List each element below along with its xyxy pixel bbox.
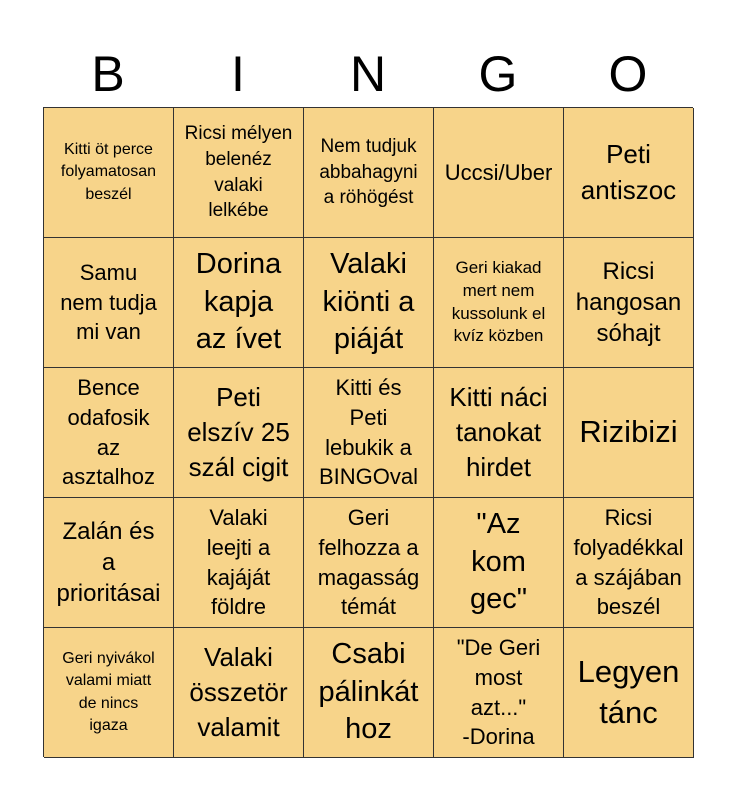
cell-text: Dorina kapja az ívet bbox=[195, 247, 282, 356]
cell-text: Samu nem tudja mi van bbox=[60, 259, 157, 345]
cell-text: Peti antiszoc bbox=[580, 139, 677, 205]
cell-text: Valaki kiönti a piáját bbox=[322, 247, 415, 356]
bingo-cell[interactable] bbox=[44, 368, 174, 498]
bingo-cell[interactable] bbox=[304, 238, 434, 368]
bingo-cell[interactable] bbox=[44, 628, 174, 758]
bingo-cell[interactable] bbox=[564, 498, 694, 628]
cell-text: Ricsi hangosan sóhajt bbox=[575, 257, 682, 348]
bingo-cell[interactable] bbox=[304, 368, 434, 498]
cell-text: Kitti és Peti lebukik a BINGOval bbox=[318, 375, 419, 490]
bingo-cell[interactable] bbox=[174, 108, 304, 238]
bingo-cell[interactable] bbox=[304, 498, 434, 628]
cell-text: Ricsi mélyen belenéz valaki lelkébe bbox=[184, 123, 293, 222]
cell-text: Valaki összetör valamit bbox=[189, 641, 288, 743]
bingo-cell[interactable] bbox=[44, 498, 174, 628]
bingo-cell[interactable] bbox=[44, 238, 174, 368]
cell-text: Kitti náci tanokat hirdet bbox=[449, 381, 548, 483]
cell-text: Peti elszív 25 szál cigit bbox=[187, 381, 290, 483]
header-letter-n: N bbox=[349, 46, 387, 102]
bingo-cell[interactable] bbox=[434, 628, 564, 758]
cell-text: Legyen tánc bbox=[577, 654, 680, 730]
header-letter-i: I bbox=[231, 46, 245, 102]
cell-text: Ricsi folyadékkal a szájában beszél bbox=[573, 505, 684, 620]
cell-text: "Az kom gec" bbox=[469, 507, 528, 616]
bingo-cell[interactable] bbox=[434, 368, 564, 498]
cell-text: Kitti öt perce folyamatosan beszél bbox=[60, 141, 157, 203]
cell-text: Bence odafosik az asztalhoz bbox=[62, 375, 155, 490]
cell-text: Csabi pálinkát hoz bbox=[318, 637, 419, 746]
bingo-cell[interactable] bbox=[564, 238, 694, 368]
bingo-cell[interactable] bbox=[434, 498, 564, 628]
header-letter-g: G bbox=[478, 46, 518, 102]
bingo-cell[interactable] bbox=[434, 108, 564, 238]
header-letter-o: O bbox=[608, 46, 648, 102]
cell-text: Uccsi/Uber bbox=[444, 159, 553, 185]
cell-text: Valaki leejti a kajáját földre bbox=[206, 505, 271, 620]
bingo-cell[interactable] bbox=[564, 108, 694, 238]
bingo-card bbox=[43, 107, 693, 757]
cell-text: Zalán és a prioritásai bbox=[56, 517, 161, 608]
bingo-cell[interactable] bbox=[174, 238, 304, 368]
cell-text: Geri nyivákol valami miatt de nincs igaza bbox=[62, 650, 155, 734]
bingo-cell[interactable] bbox=[564, 368, 694, 498]
bingo-cell[interactable] bbox=[304, 628, 434, 758]
cell-text: Geri felhozza a magasság témát bbox=[317, 505, 420, 620]
cell-text: "De Geri most azt..." -Dorina bbox=[456, 635, 541, 750]
bingo-cell[interactable] bbox=[434, 238, 564, 368]
cell-text: Geri kiakad mert nem kussolunk el kvíz közben bbox=[451, 257, 546, 346]
cell-text: Rizibizi bbox=[579, 414, 678, 450]
bingo-cell[interactable] bbox=[304, 108, 434, 238]
bingo-cell[interactable] bbox=[174, 498, 304, 628]
bingo-cell[interactable] bbox=[174, 628, 304, 758]
bingo-header bbox=[43, 40, 693, 108]
bingo-cell[interactable] bbox=[564, 628, 694, 758]
header-letter-b: B bbox=[91, 46, 125, 102]
cell-text: Nem tudjuk abbahagyni a röhögést bbox=[319, 136, 418, 209]
bingo-cell[interactable] bbox=[44, 108, 174, 238]
bingo-cell[interactable] bbox=[174, 368, 304, 498]
